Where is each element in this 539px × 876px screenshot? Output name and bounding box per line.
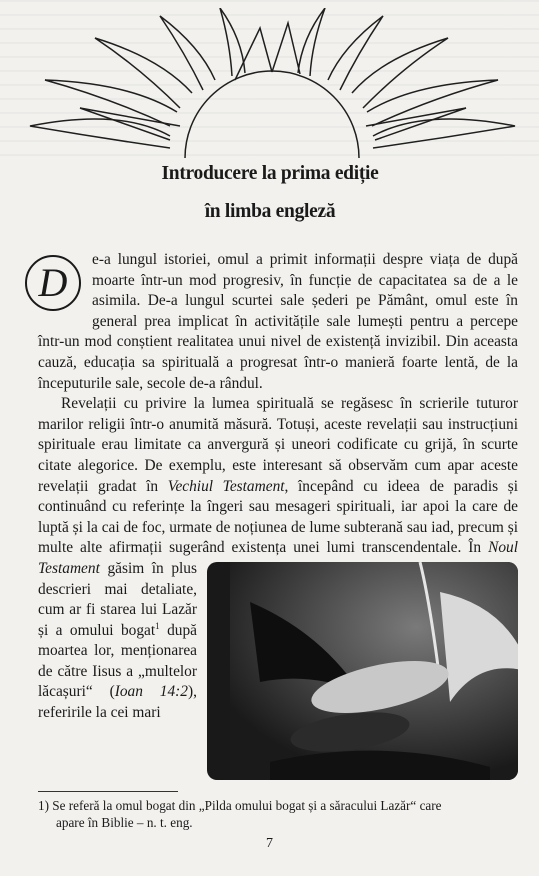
paragraph-2-text-e: găsim în plus descrieri mai detaliate, cum ar fi starea lui Lazăr și a omului bogat <box>38 559 197 639</box>
body-text <box>38 250 518 784</box>
ref-new-testament: Noul Testament <box>38 539 518 577</box>
angels-illustration <box>207 562 518 780</box>
footnote-line-2: apare în Biblie – n. t. eng. <box>56 815 193 830</box>
paragraph-2-text-c: , începând cu ideea de paradis și continuând cu referințe la îngeri sau mesageri spirituali, iar apoi la care de luptă și la cai de foc, urmate de noțiunea de lume subterană sau iad, precum și multe alte afirmații sugerând existența unei lumi transcendentale. În <box>38 477 518 557</box>
footnote-ref-1[interactable]: 1 <box>155 620 160 631</box>
paragraph-1 <box>38 250 518 394</box>
page-number: 7 <box>266 836 273 851</box>
paragraph-2-text-a: Revelații cu privire la lumea spirituală se regăsesc în scrierile tuturor marilor religii într-o anumită măsură. Totuși, aceste revelații sau instrucțiuni spirituale erau limitate ca anvergură și uneori codificate cu grijă, în scurte citate alegorice. De exemplu, este interesant să observăm cum apar aceste revelații gradat în <box>38 395 518 495</box>
chapter-title-line-1: Introducere la prima ediție <box>161 163 379 184</box>
drop-cap-letter <box>24 254 82 312</box>
footnote <box>38 797 518 831</box>
paragraph-1-text: e-a lungul istoriei, omul a primit informații despre viața de după moarte într-un mod progresiv, în funcție de capacitatea sa de a le asimila. De-a lungul scurtei sale șederi pe Pământ, omul este în general prea implicat în activitățile sale lumești pentru a percepe într-un mod conștient realitatea unui nivel de existență invizibil. Din aceasta cauză, educația sa spirituală a progresat într-o manieră foarte lentă, de la începuturile sale, secole de-a rândul. <box>38 251 518 392</box>
chapter-title-line-2: în limba engleză <box>204 201 336 222</box>
ref-old-testament: Vechiul Testament <box>167 477 285 495</box>
paragraph-2-text-i: ), referirile la cei mari <box>38 683 197 722</box>
paragraph-2 <box>38 394 518 724</box>
footnote-line-1: 1) Se referă la omul bogat din „Pilda omului bogat și a săracului Lazăr“ care <box>38 798 442 813</box>
sun-rays-ornament <box>20 8 520 168</box>
ref-john: Ioan 14:2 <box>114 683 189 701</box>
paragraph-2-text-g: după moartea lor, menționarea de către Iisus a „multelor lăcașuri“ ( <box>38 621 197 701</box>
drop-cap-text: D <box>38 260 68 305</box>
footnote-rule <box>38 791 178 792</box>
